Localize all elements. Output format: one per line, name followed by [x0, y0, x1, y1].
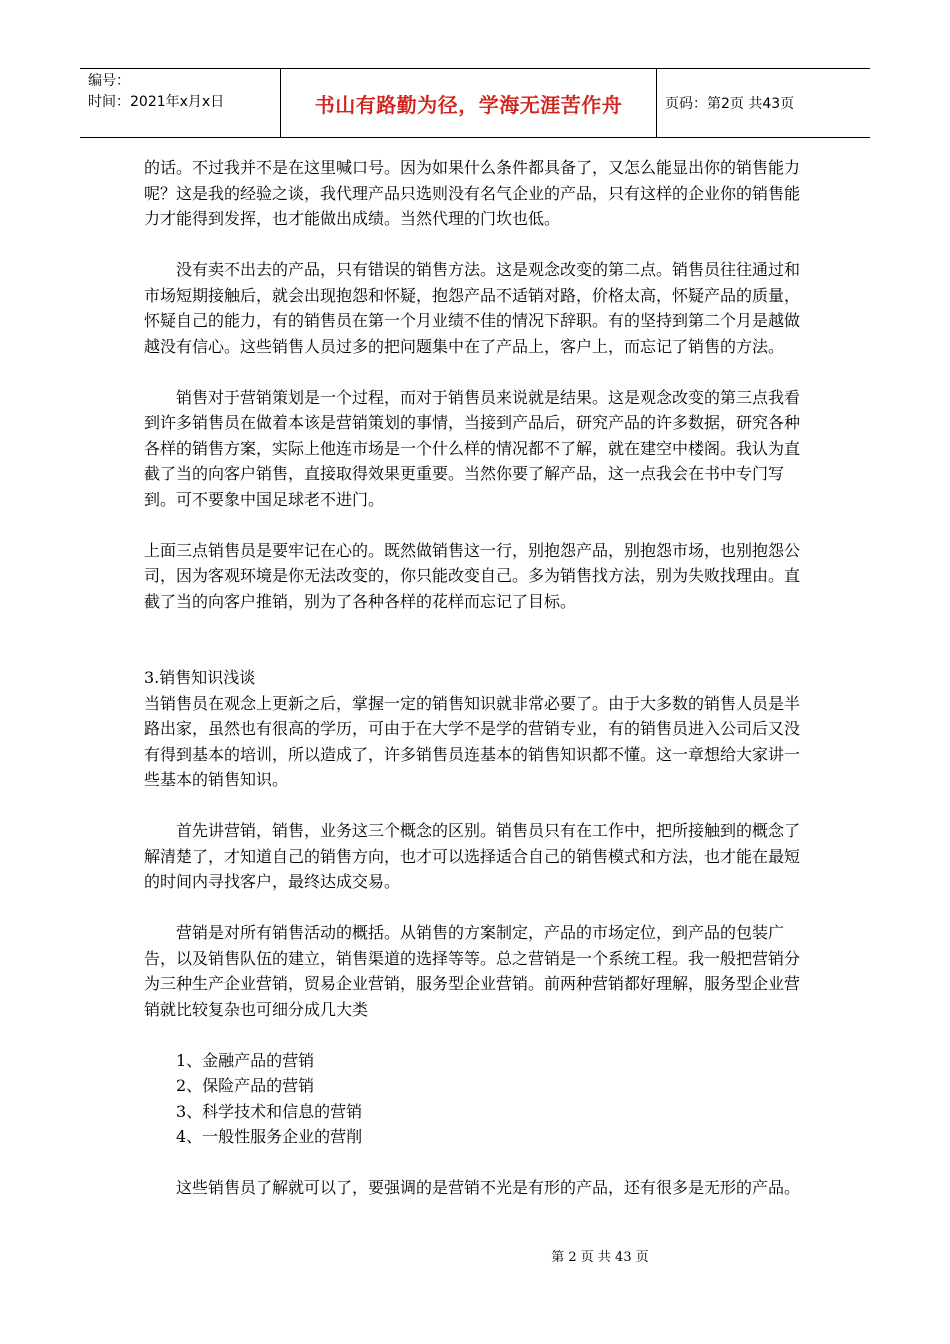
section-title: 3.销售知识浅谈: [144, 668, 256, 687]
paragraph: 营销是对所有销售活动的概括。从销售的方案制定，产品的市场定位，到产品的包装广告，以及销售队伍的建立，销售渠道的选择等等。总之营销是一个系统工程。我一般把营销分为三种生产企业营销，贸易企业营销，服务型企业营销。前两种营销都好理解，服务型企业营销就比较复杂也可细分成几大类: [144, 923, 801, 1019]
paragraph: 这些销售员了解就可以了，要强调的是营销不光是有形的产品，还有很多是无形的产品。: [176, 1178, 801, 1197]
paragraph: 上面三点销售员是要牢记在心的。既然做销售这一行，别抱怨产品，别抱怨市场，也别抱怨公司，因为客观环境是你无法改变的，你只能改变自己。多为销售找方法，别为失败找理由。直截了当的向客户推销，别为了各种各样的花样而忘记了目标。: [144, 540, 801, 611]
header-page-info: 页码：第2页 共43页: [665, 96, 795, 112]
page-footer: [0, 1246, 950, 1265]
list-item: 4、一般性服务企业的营削: [176, 1127, 363, 1146]
paragraph: 销售对于营销策划是一个过程，而对于销售员来说就是结果。这是观念改变的第三点我看到许多销售员在做着本该是营销策划的事情，当接到产品后，研究产品的许多数据，研究各种各样的销售方案，实际上他连市场是一个什么样的情况都不了解，就在建空中楼阁。我认为直截了当的向客户销售，直接取得效果更重要。当然你要了解产品，这一点我会在书中专门写到。可不要象中国足球老不进门。: [144, 387, 801, 509]
paragraph: 当销售员在观念上更新之后，掌握一定的销售知识就非常必要了。由于大多数的销售人员是半路出家，虽然也有很高的学历，可由于在大学不是学的营销专业，有的销售员进入公司后又没有得到基本的培训，所以造成了，许多销售员连基本的销售知识都不懂。这一章想给大家讲一些基本的销售知识。: [144, 693, 801, 789]
paragraph: 的话。不过我并不是在这里喊口号。因为如果什么条件都具备了，又怎么能显出你的销售能力呢？这是我的经验之谈，我代理产品只选则没有名气企业的产品，只有这样的企业你的销售能力才能得到发挥，也才能做出成绩。当然代理的门坎也低。: [144, 158, 801, 228]
header-motto: 书山有路勤为径，学海无涯苦作舟: [314, 92, 623, 117]
list-item: 1、金融产品的营销: [176, 1050, 315, 1070]
list-item: 3、科学技术和信息的营销: [176, 1101, 363, 1121]
list-item: 2、保险产品的营销: [176, 1076, 315, 1095]
header-motto-cell: [280, 69, 657, 137]
page-header: [80, 68, 870, 138]
document-date: 时间：2021年x月x日: [88, 94, 225, 110]
document-body: [144, 155, 810, 1201]
document-number-label: 编号：: [88, 73, 130, 89]
paragraph: 没有卖不出去的产品，只有错误的销售方法。这是观念改变的第二点。销售员往往通过和市场短期接触后，就会出现抱怨和怀疑，抱怨产品不适销对路，价格太高，怀疑产品的质量，怀疑自己的能力，有的销售员在第一个月业绩不佳的情况下辞职。有的坚持到第二个月是越做越没有信心。这些销售人员过多的把问题集中在了产品上，客户上，而忘记了销售的方法。: [144, 260, 801, 356]
footer-page-number: 第 2 页 共 43 页: [551, 1250, 649, 1265]
header-meta: [80, 69, 280, 137]
paragraph: 首先讲营销，销售，业务这三个概念的区别。销售员只有在工作中，把所接触到的概念了解清楚了，才知道自己的销售方向，也才可以选择适合自己的销售模式和方法，也才能在最短的时间内寻找客户，最终达成交易。: [144, 821, 801, 891]
